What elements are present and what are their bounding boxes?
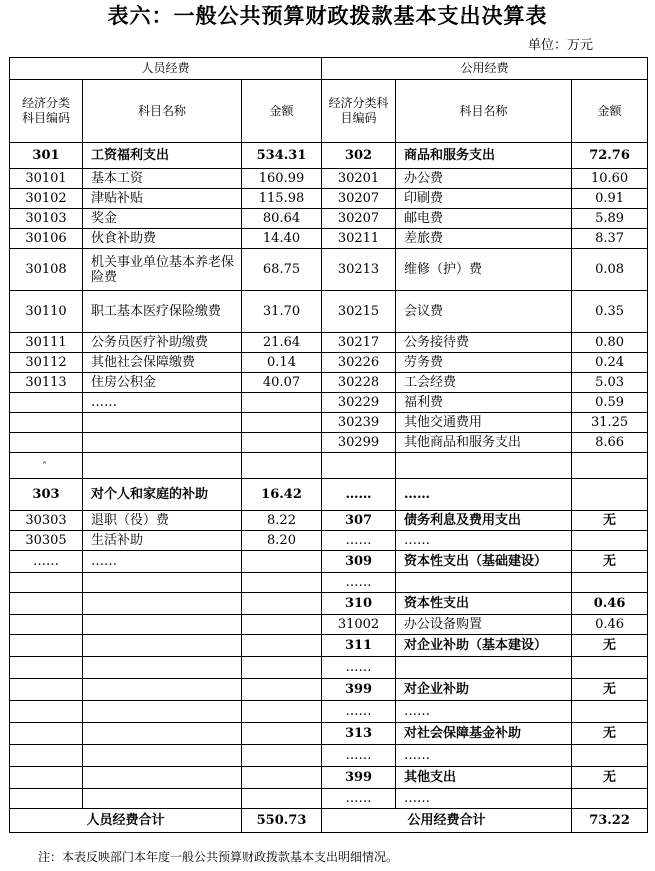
right-name-cell: 工会经费 <box>396 373 572 393</box>
left-name-cell <box>83 413 242 433</box>
right-amount-cell <box>572 701 648 723</box>
left-name-cell <box>83 593 242 615</box>
right-code-cell: …… <box>322 657 396 679</box>
left-amount-cell: 160.99 <box>242 169 322 189</box>
right-code-cell: 30213 <box>322 249 396 291</box>
totals-row <box>10 809 648 833</box>
left-amount-cell <box>242 789 322 809</box>
table-row <box>10 635 648 657</box>
left-code-cell: 30113 <box>10 373 83 393</box>
left-code-cell <box>10 573 83 593</box>
table-row <box>10 511 648 531</box>
left-name-cell <box>83 635 242 657</box>
right-name-cell: 办公设备购置 <box>396 615 572 635</box>
right-name-cell <box>396 573 572 593</box>
left-name-cell: 住房公积金 <box>83 373 242 393</box>
right-name-cell: 对社会保障基金补助 <box>396 723 572 745</box>
table-row <box>10 615 648 635</box>
left-amount-cell <box>242 767 322 789</box>
col-right-amount: 金额 <box>572 80 648 143</box>
right-amount-cell: 0.91 <box>572 189 648 209</box>
right-name-cell: 债务利息及费用支出 <box>396 511 572 531</box>
right-amount-cell: 5.03 <box>572 373 648 393</box>
right-code-cell: 30229 <box>322 393 396 413</box>
table-row <box>10 209 648 229</box>
right-code-cell: 302 <box>322 143 396 169</box>
col-right-code: 经济分类科目编码 <box>322 80 396 143</box>
right-amount-cell <box>572 745 648 767</box>
left-name-cell <box>83 657 242 679</box>
left-code-cell: 30303 <box>10 511 83 531</box>
footnote: 注：本表反映部门本年度一般公共预算财政拨款基本支出明细情况。 <box>38 850 399 864</box>
right-code-cell: 311 <box>322 635 396 657</box>
right-amount-cell <box>572 789 648 809</box>
table-row <box>10 573 648 593</box>
right-amount-cell: 0.80 <box>572 333 648 353</box>
right-amount-cell: 0.59 <box>572 393 648 413</box>
table-row <box>10 551 648 573</box>
right-name-cell: 资本性支出 <box>396 593 572 615</box>
public-total-amount: 73.22 <box>572 809 648 833</box>
left-name-cell <box>83 679 242 701</box>
left-amount-cell <box>242 679 322 701</box>
right-name-cell: 劳务费 <box>396 353 572 373</box>
left-name-cell: 伙食补助费 <box>83 229 242 249</box>
table-row <box>10 745 648 767</box>
left-amount-cell: 115.98 <box>242 189 322 209</box>
left-code-cell <box>10 413 83 433</box>
left-code-cell: 30102 <box>10 189 83 209</box>
right-code-cell: 30201 <box>322 169 396 189</box>
group-personnel: 人员经费 <box>10 58 322 80</box>
right-name-cell <box>396 453 572 479</box>
left-name-cell: 奖金 <box>83 209 242 229</box>
left-code-cell <box>10 593 83 615</box>
left-name-cell <box>83 615 242 635</box>
right-name-cell: 差旅费 <box>396 229 572 249</box>
table-row <box>10 531 648 551</box>
table-row <box>10 229 648 249</box>
right-code-cell: 30226 <box>322 353 396 373</box>
right-code-cell: 30215 <box>322 291 396 333</box>
table-row <box>10 393 648 413</box>
table-row <box>10 249 648 291</box>
right-name-cell: …… <box>396 701 572 723</box>
left-amount-cell: 31.70 <box>242 291 322 333</box>
table-row <box>10 701 648 723</box>
left-amount-cell: 8.22 <box>242 511 322 531</box>
right-name-cell: …… <box>396 531 572 551</box>
left-code-cell <box>10 433 83 453</box>
table-row <box>10 433 648 453</box>
right-code-cell: 30299 <box>322 433 396 453</box>
right-amount-cell: 31.25 <box>572 413 648 433</box>
right-name-cell <box>396 657 572 679</box>
left-amount-cell: 68.75 <box>242 249 322 291</box>
table-row <box>10 593 648 615</box>
col-right-name: 科目名称 <box>396 80 572 143</box>
right-amount-cell: 无 <box>572 767 648 789</box>
left-name-cell: …… <box>83 393 242 413</box>
right-amount-cell: 无 <box>572 635 648 657</box>
left-name-cell: …… <box>83 551 242 573</box>
public-total-label: 公用经费合计 <box>322 809 572 833</box>
table-row <box>10 143 648 169</box>
right-amount-cell: 无 <box>572 723 648 745</box>
left-name-cell <box>83 701 242 723</box>
table-row <box>10 353 648 373</box>
left-amount-cell <box>242 723 322 745</box>
left-code-cell <box>10 393 83 413</box>
table-row <box>10 413 648 433</box>
left-code-cell: 30305 <box>10 531 83 551</box>
right-name-cell: 资本性支出（基础建设） <box>396 551 572 573</box>
right-code-cell: 30211 <box>322 229 396 249</box>
column-header-row <box>10 80 648 143</box>
left-name-cell: 基本工资 <box>83 169 242 189</box>
table-row <box>10 291 648 333</box>
right-code-cell: 399 <box>322 767 396 789</box>
right-amount-cell <box>572 531 648 551</box>
right-code-cell: 30228 <box>322 373 396 393</box>
right-amount-cell: 无 <box>572 511 648 531</box>
right-code-cell: 30207 <box>322 209 396 229</box>
right-name-cell: 办公费 <box>396 169 572 189</box>
table-row <box>10 767 648 789</box>
left-code-cell <box>10 789 83 809</box>
left-name-cell: 职工基本医疗保险缴费 <box>83 291 242 333</box>
left-amount-cell: 534.31 <box>242 143 322 169</box>
right-code-cell: 399 <box>322 679 396 701</box>
left-amount-cell <box>242 635 322 657</box>
right-amount-cell: 无 <box>572 679 648 701</box>
right-code-cell: 309 <box>322 551 396 573</box>
table-row <box>10 169 648 189</box>
left-amount-cell <box>242 701 322 723</box>
right-code-cell: …… <box>322 701 396 723</box>
right-code-cell: 30217 <box>322 333 396 353</box>
right-amount-cell: 8.37 <box>572 229 648 249</box>
right-code-cell <box>322 453 396 479</box>
left-amount-cell: 16.42 <box>242 479 322 511</box>
col-left-amount: 金额 <box>242 80 322 143</box>
left-code-cell <box>10 701 83 723</box>
left-amount-cell: 80.64 <box>242 209 322 229</box>
right-code-cell: …… <box>322 789 396 809</box>
table-row <box>10 723 648 745</box>
unit-label: 单位：万元 <box>527 38 593 53</box>
right-code-cell: …… <box>322 479 396 511</box>
col-left-code: 经济分类科目编码 <box>10 80 83 143</box>
table-row <box>10 789 648 809</box>
left-code-cell: 30106 <box>10 229 83 249</box>
left-amount-cell <box>242 551 322 573</box>
right-code-cell: 30207 <box>322 189 396 209</box>
right-name-cell: 公务接待费 <box>396 333 572 353</box>
left-code-cell: …… <box>10 551 83 573</box>
right-code-cell: …… <box>322 745 396 767</box>
right-name-cell: …… <box>396 479 572 511</box>
right-amount-cell: 8.66 <box>572 433 648 453</box>
left-code-cell <box>10 723 83 745</box>
table-row <box>10 373 648 393</box>
left-name-cell: 对个人和家庭的补助 <box>83 479 242 511</box>
table-row <box>10 679 648 701</box>
left-code-cell <box>10 679 83 701</box>
left-amount-cell: 0.14 <box>242 353 322 373</box>
left-name-cell: 机关事业单位基本养老保险费 <box>83 249 242 291</box>
left-amount-cell: 21.64 <box>242 333 322 353</box>
left-code-cell <box>10 767 83 789</box>
left-code-cell <box>10 657 83 679</box>
right-amount-cell: 0.46 <box>572 593 648 615</box>
right-name-cell: 其他交通费用 <box>396 413 572 433</box>
left-amount-cell: 40.07 <box>242 373 322 393</box>
right-amount-cell: 0.08 <box>572 249 648 291</box>
left-name-cell <box>83 767 242 789</box>
left-code-cell: 30108 <box>10 249 83 291</box>
left-amount-cell <box>242 433 322 453</box>
left-code-cell: 30112 <box>10 353 83 373</box>
right-name-cell: 其他支出 <box>396 767 572 789</box>
left-name-cell: 生活补助 <box>83 531 242 551</box>
right-name-cell: …… <box>396 745 572 767</box>
left-amount-cell <box>242 593 322 615</box>
right-amount-cell: 10.60 <box>572 169 648 189</box>
left-amount-cell <box>242 745 322 767</box>
left-code-cell: 30103 <box>10 209 83 229</box>
right-code-cell: …… <box>322 531 396 551</box>
left-amount-cell <box>242 413 322 433</box>
left-name-cell: 津贴补贴 <box>83 189 242 209</box>
left-name-cell <box>83 723 242 745</box>
left-name-cell <box>83 573 242 593</box>
right-amount-cell: 0.35 <box>572 291 648 333</box>
personnel-total-label: 人员经费合计 <box>10 809 242 833</box>
right-code-cell: 313 <box>322 723 396 745</box>
right-name-cell: 对企业补助（基本建设） <box>396 635 572 657</box>
left-code-cell <box>10 615 83 635</box>
left-code-cell: 30110 <box>10 291 83 333</box>
left-code-cell <box>10 745 83 767</box>
right-code-cell: 31002 <box>322 615 396 635</box>
personnel-total-amount: 550.73 <box>242 809 322 833</box>
right-name-cell: 商品和服务支出 <box>396 143 572 169</box>
left-name-cell: 公务员医疗补助缴费 <box>83 333 242 353</box>
left-amount-cell: 14.40 <box>242 229 322 249</box>
right-name-cell: 对企业补助 <box>396 679 572 701</box>
left-code-cell: 30111 <box>10 333 83 353</box>
table-row <box>10 479 648 511</box>
right-name-cell: 福利费 <box>396 393 572 413</box>
expenditure-table <box>9 57 648 833</box>
right-code-cell: 310 <box>322 593 396 615</box>
right-amount-cell <box>572 479 648 511</box>
right-amount-cell <box>572 453 648 479</box>
left-name-cell: 退职（役）费 <box>83 511 242 531</box>
left-name-cell <box>83 789 242 809</box>
table-row <box>10 333 648 353</box>
right-name-cell: …… <box>396 789 572 809</box>
left-code-cell: 30101 <box>10 169 83 189</box>
left-amount-cell <box>242 453 322 479</box>
right-name-cell: 邮电费 <box>396 209 572 229</box>
table-row <box>10 657 648 679</box>
right-name-cell: 其他商品和服务支出 <box>396 433 572 453</box>
right-amount-cell: 无 <box>572 551 648 573</box>
right-name-cell: 印刷费 <box>396 189 572 209</box>
col-left-name: 科目名称 <box>83 80 242 143</box>
left-code-cell: 301 <box>10 143 83 169</box>
table-row <box>10 453 648 479</box>
right-code-cell: 307 <box>322 511 396 531</box>
left-amount-cell: 8.20 <box>242 531 322 551</box>
right-code-cell: …… <box>322 573 396 593</box>
right-amount-cell: 5.89 <box>572 209 648 229</box>
left-amount-cell <box>242 615 322 635</box>
left-amount-cell <box>242 393 322 413</box>
group-header-row <box>10 58 648 80</box>
left-name-cell: 工资福利支出 <box>83 143 242 169</box>
right-amount-cell <box>572 573 648 593</box>
right-amount-cell: 72.76 <box>572 143 648 169</box>
table-row <box>10 189 648 209</box>
left-name-cell <box>83 745 242 767</box>
left-code-cell <box>10 635 83 657</box>
table-title: 表六：一般公共预算财政拨款基本支出决算表 <box>107 3 548 28</box>
right-name-cell: 会议费 <box>396 291 572 333</box>
right-amount-cell: 0.46 <box>572 615 648 635</box>
group-public: 公用经费 <box>322 58 648 80</box>
right-amount-cell: 0.24 <box>572 353 648 373</box>
left-name-cell: 其他社会保障缴费 <box>83 353 242 373</box>
right-code-cell: 30239 <box>322 413 396 433</box>
left-amount-cell <box>242 573 322 593</box>
left-code-cell: 303 <box>10 479 83 511</box>
left-name-cell <box>83 453 242 479</box>
left-name-cell <box>83 433 242 453</box>
right-name-cell: 维修（护）费 <box>396 249 572 291</box>
caret-mark: ˆ <box>42 462 47 473</box>
right-amount-cell <box>572 657 648 679</box>
left-amount-cell <box>242 657 322 679</box>
